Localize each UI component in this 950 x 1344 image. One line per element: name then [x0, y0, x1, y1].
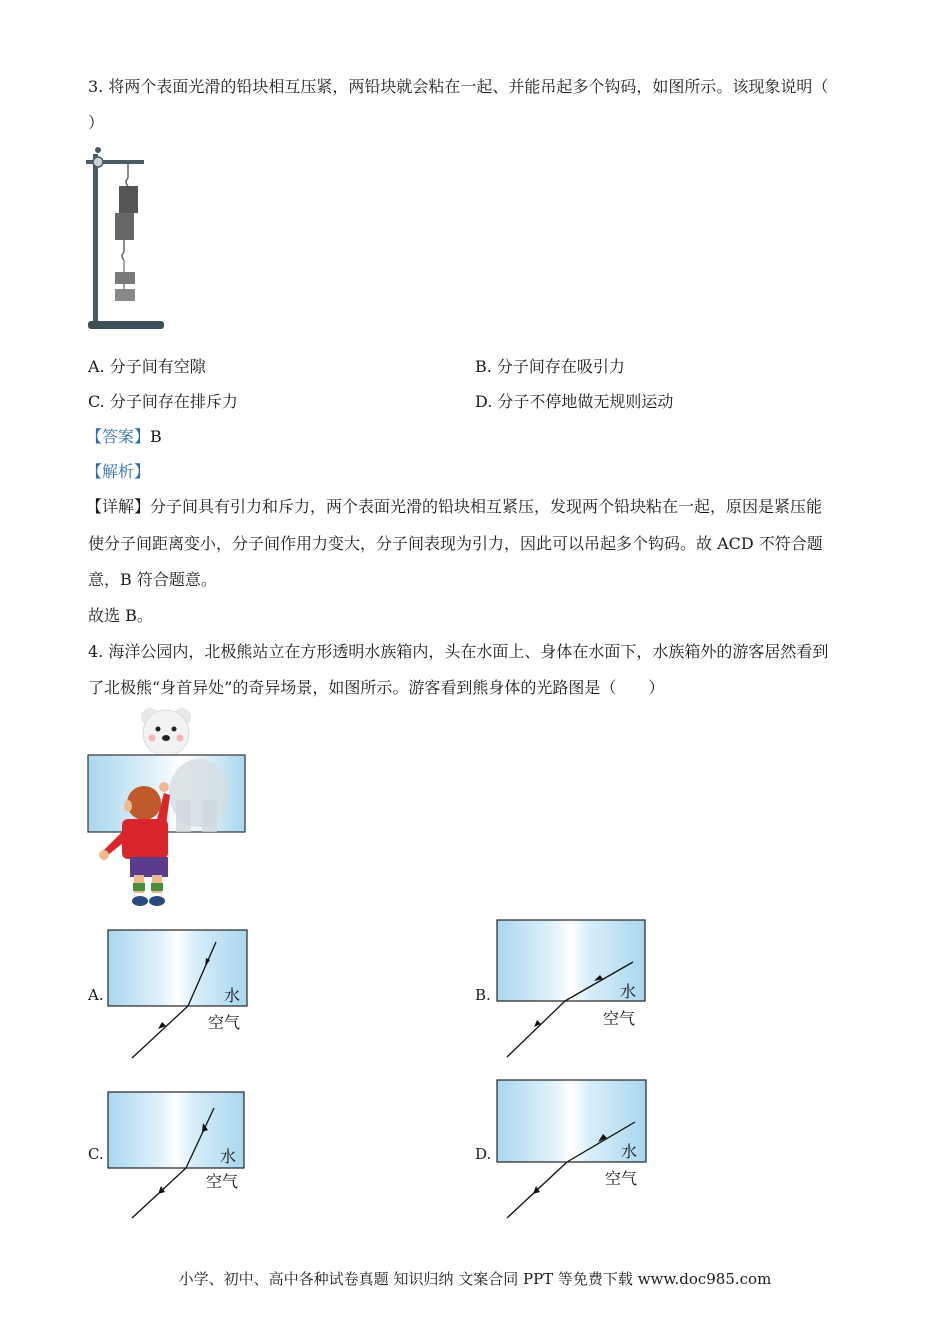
q4-option-a-label: A.: [88, 986, 104, 1004]
q4-option-c-diagram: [106, 1090, 256, 1222]
q3-analysis-tag: 【解析】: [86, 462, 151, 481]
water-label: 水: [220, 1147, 237, 1166]
q3-option-d: D. 分子不停地做无规则运动: [475, 392, 674, 411]
q3-detail-line2: 使分子间距离变小，分子间作用力变大，分子间表现为引力，因此可以吊起多个钩码。故 ACD 不符合题: [88, 534, 823, 553]
q3-option-c: C. 分子间存在排斥力: [88, 392, 238, 411]
q4-option-b-diagram: [495, 918, 650, 1058]
q3-option-a: A. 分子间有空隙: [88, 357, 206, 376]
answer-value: B: [150, 427, 162, 446]
q3-detail-line3: 意，B 符合题意。: [88, 570, 217, 589]
air-label: 空气: [208, 1013, 241, 1032]
air-label: 空气: [206, 1172, 239, 1191]
q4-option-d-diagram: [495, 1078, 651, 1222]
water-label: 水: [620, 982, 637, 1001]
q3-stem-line2: ）: [88, 113, 105, 132]
page-footer: 小学、初中、高中各种试卷真题 知识归纳 文案合同 PPT 等免费下载 www.doc985.com: [178, 1270, 772, 1288]
air-label: 空气: [603, 1009, 636, 1028]
q4-option-c-label: C.: [88, 1145, 104, 1163]
q4-option-d-label: D.: [475, 1145, 492, 1163]
detail-text-1: 分子间具有引力和斥力，两个表面光滑的铅块相互紧压，发现两个铅块粘在一起，原因是紧压能: [150, 497, 823, 516]
q3-conclusion: 故选 B。: [88, 606, 153, 625]
q3-detail-line1: [86, 496, 822, 518]
q4-option-b-label: B.: [475, 986, 491, 1004]
q4-stem-line1: 4. 海洋公园内，北极熊站立在方形透明水族箱内，头在水面上、身体在水面下，水族箱外的游客居然看到: [88, 642, 829, 661]
water-label: 水: [621, 1142, 638, 1161]
q3-answer: [86, 426, 162, 448]
answer-tag: 【答案】: [86, 427, 151, 446]
polar-bear-scene-figure: [84, 705, 250, 911]
q3-option-b: B. 分子间存在吸引力: [475, 357, 625, 376]
q4-option-a-diagram: [106, 928, 256, 1062]
detail-tag: 【详解】: [86, 497, 151, 516]
water-label: 水: [224, 986, 241, 1005]
air-label: 空气: [605, 1169, 638, 1188]
q4-stem-line2: 了北极熊“身首异处”的奇异场景，如图所示。游客看到熊身体的光路图是（ ）: [88, 678, 665, 697]
q3-stem-line1: 3. 将两个表面光滑的铅块相互压紧，两铅块就会粘在一起、并能吊起多个钩码，如图所示。该现象说明（: [88, 77, 829, 96]
lead-blocks-figure: [84, 142, 168, 334]
